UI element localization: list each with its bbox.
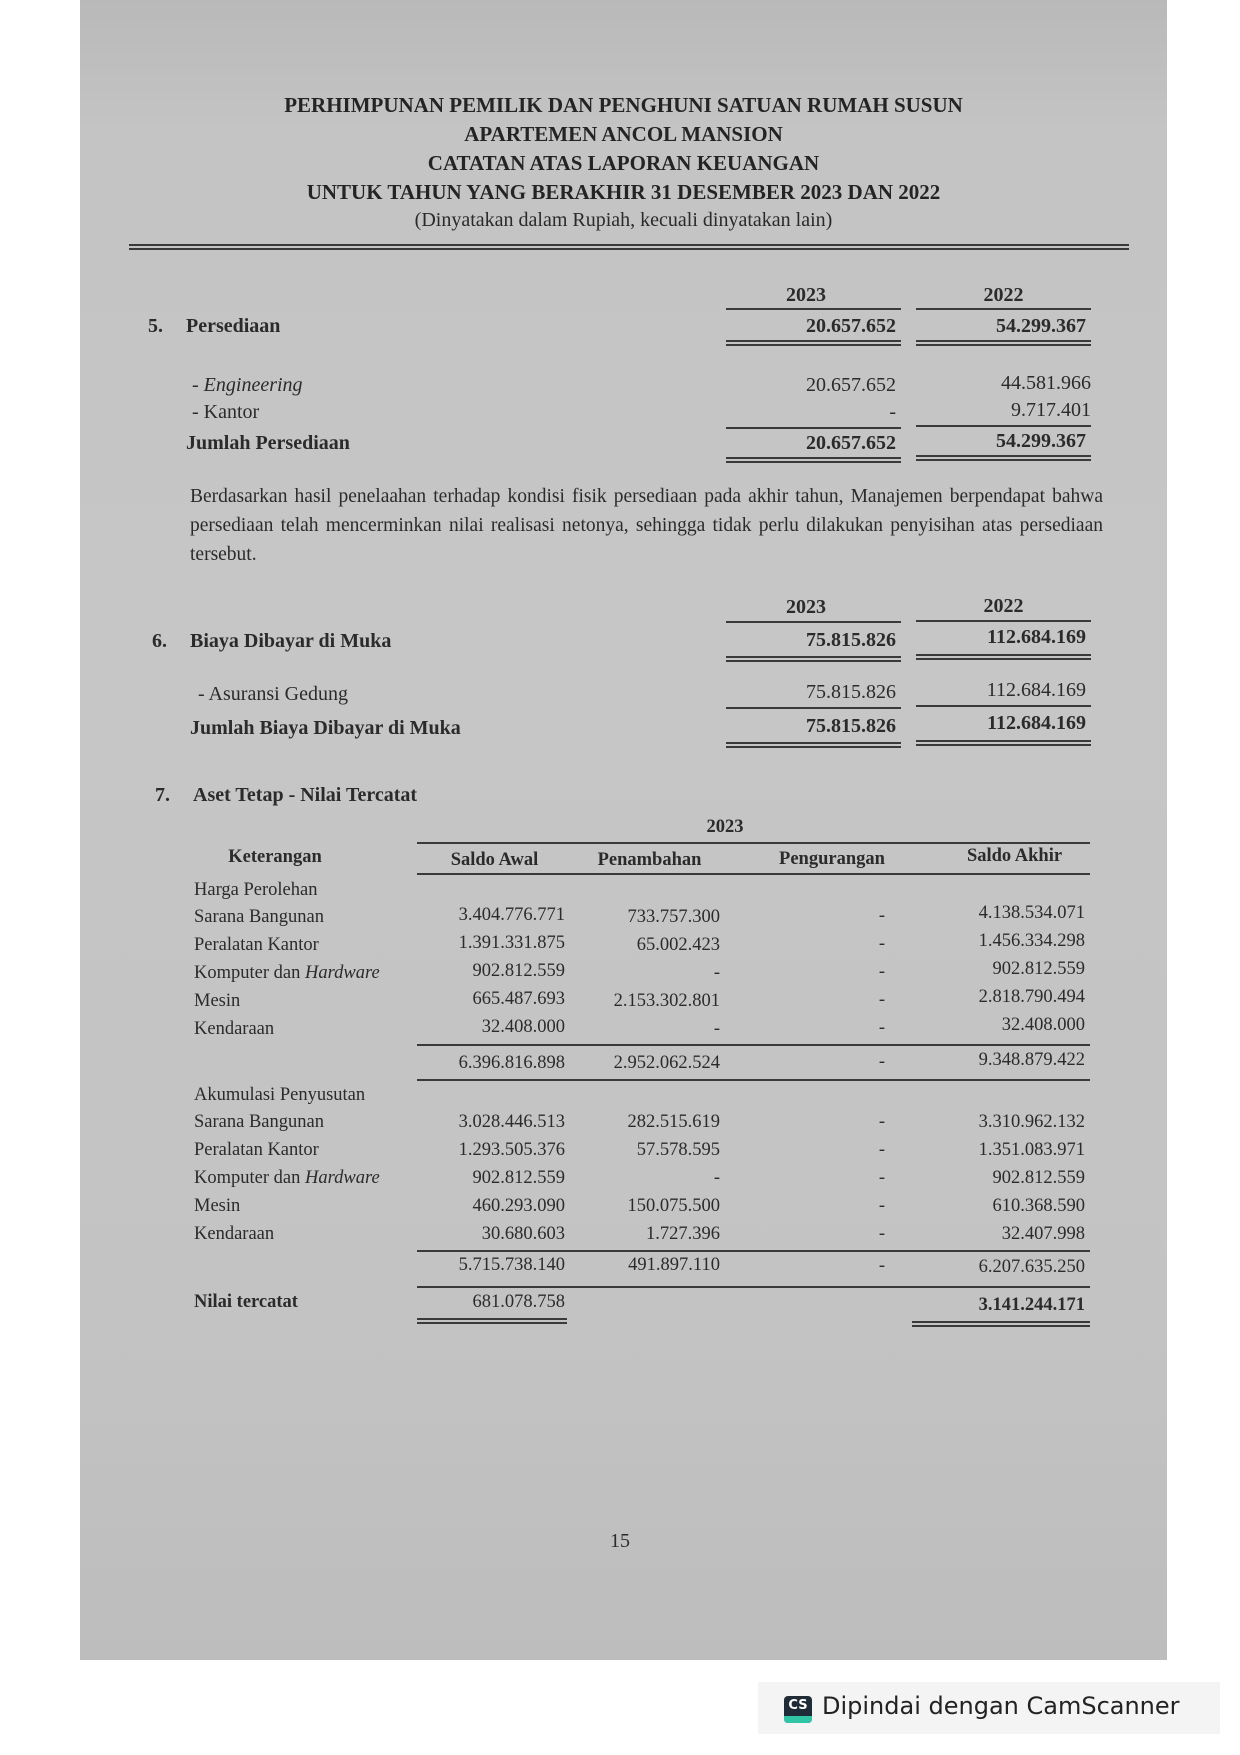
cell-penambahan: 733.757.300 <box>627 907 720 927</box>
rule <box>726 308 901 310</box>
note5-title: Persediaan <box>186 315 281 337</box>
note6-sum-label: Jumlah Biaya Dibayar di Muka <box>190 717 461 739</box>
note5-number: 5. <box>148 315 163 337</box>
cell-saldo-awal: 32.408.000 <box>481 1017 565 1037</box>
note5-paragraph: Berdasarkan hasil penelaahan terhadap kondisi fisik persediaan pada akhir tahun, Manajemen berpendapat bahwa persediaan telah mencerminkan nilai realisasi netonya, sehingga tidak perlu dilakukan penyisihan atas persediaan tersebut. <box>190 486 1103 565</box>
cell-pengurangan: - <box>878 1224 885 1244</box>
cell-pengurangan: - <box>878 1112 885 1132</box>
double-rule <box>916 455 1091 461</box>
note6-asuransi-2022: 112.684.169 <box>986 679 1086 701</box>
note6-total-2023: 75.815.826 <box>806 629 896 651</box>
row-label: Peralatan Kantor <box>194 935 319 955</box>
group-akumulasi-penyusutan: Akumulasi Penyusutan <box>194 1085 366 1105</box>
note5-total-2023: 20.657.652 <box>806 315 896 337</box>
cell-saldo-akhir: 32.408.000 <box>1001 1015 1085 1035</box>
cell-saldo-akhir: 610.368.590 <box>992 1196 1085 1216</box>
row-label: Komputer dan Hardware <box>194 963 380 983</box>
rule <box>916 620 1091 622</box>
cell-saldo-akhir: 3.310.962.132 <box>978 1112 1085 1132</box>
note5-engineering-2022: 44.581.966 <box>1001 372 1091 394</box>
cell-saldo-awal: 1.391.331.875 <box>458 933 565 953</box>
row-label: Sarana Bangunan <box>194 1112 324 1132</box>
cell-saldo-akhir: 4.138.534.071 <box>978 903 1085 923</box>
note6-sum-2022: 112.684.169 <box>987 712 1086 734</box>
cell-penambahan: 2.153.302.801 <box>613 991 720 1011</box>
double-rule <box>726 656 901 662</box>
org-name: PERHIMPUNAN PEMILIK DAN PENGHUNI SATUAN RUMAH SUSUN <box>284 93 963 117</box>
note5-item-engineering: - Engineering <box>192 374 303 396</box>
note6-year-2023: 2023 <box>786 596 826 618</box>
cell-penambahan: 150.075.500 <box>627 1196 720 1216</box>
cell-pengurangan: - <box>878 1196 885 1216</box>
double-rule <box>726 340 901 346</box>
double-rule <box>912 1321 1090 1327</box>
rule <box>417 842 1090 844</box>
row-label: Mesin <box>194 1196 241 1216</box>
note7-title: Aset Tetap - Nilai Tercatat <box>193 784 418 806</box>
camscanner-text: Dipindai dengan CamScanner <box>822 1692 1180 1720</box>
cell-penambahan: 65.002.423 <box>636 935 720 955</box>
col-penambahan: Penambahan <box>597 850 702 870</box>
double-rule <box>726 742 901 748</box>
cell-saldo-awal: 1.293.505.376 <box>458 1140 565 1160</box>
note6-title: Biaya Dibayar di Muka <box>190 630 392 652</box>
cell-penambahan: - <box>713 1168 720 1188</box>
subtotal-pengurangan: - <box>878 1052 885 1072</box>
cell-saldo-awal: 460.293.090 <box>472 1196 565 1216</box>
subtotal-saldo-awal: 6.396.816.898 <box>458 1053 565 1073</box>
col-saldo-awal: Saldo Awal <box>450 850 539 870</box>
note6-total-2022: 112.684.169 <box>987 626 1086 648</box>
cell-saldo-awal: 3.028.446.513 <box>458 1112 565 1132</box>
camscanner-badge <box>758 1682 1220 1734</box>
cell-saldo-akhir: 1.456.334.298 <box>978 931 1085 951</box>
cell-saldo-akhir: 902.812.559 <box>992 959 1085 979</box>
group-harga-perolehan: Harga Perolehan <box>194 880 318 900</box>
cell-penambahan: - <box>713 1019 720 1039</box>
subtotal-penambahan: 2.952.062.524 <box>613 1053 720 1073</box>
note5-sum-2022: 54.299.367 <box>996 430 1086 452</box>
report-subtitle: (Dinyatakan dalam Rupiah, kecuali dinyatakan lain) <box>414 209 833 231</box>
cell-pengurangan: - <box>878 962 885 982</box>
col-keterangan: Keterangan <box>228 847 322 867</box>
note5-year-2023: 2023 <box>786 284 826 306</box>
note5-sum-label: Jumlah Persediaan <box>186 432 350 454</box>
rule <box>726 707 901 709</box>
note7-number: 7. <box>155 784 170 806</box>
subtotal-pengurangan: - <box>878 1256 885 1276</box>
rule <box>916 308 1091 310</box>
page-number: 15 <box>610 1530 630 1552</box>
header-divider <box>129 244 1129 250</box>
row-label: Kendaraan <box>194 1224 275 1244</box>
rule <box>726 621 901 623</box>
subtotal-saldo-akhir: 9.348.879.422 <box>978 1050 1085 1070</box>
subtotal-saldo-awal: 5.715.738.140 <box>458 1255 565 1275</box>
cell-pengurangan: - <box>878 1168 885 1188</box>
entity-name: APARTEMEN ANCOL MANSION <box>464 122 783 146</box>
report-title: CATATAN ATAS LAPORAN KEUANGAN <box>427 151 820 175</box>
row-label: Mesin <box>194 991 241 1011</box>
cell-pengurangan: - <box>878 990 885 1010</box>
double-rule <box>916 654 1091 660</box>
rule <box>726 427 901 429</box>
note6-sum-2023: 75.815.826 <box>806 715 896 737</box>
rule <box>916 705 1091 707</box>
cell-saldo-akhir: 1.351.083.971 <box>978 1140 1085 1160</box>
note5-year-2022: 2022 <box>983 284 1024 306</box>
cell-saldo-awal: 30.680.603 <box>481 1224 565 1244</box>
cell-pengurangan: - <box>878 934 885 954</box>
net-saldo-akhir: 3.141.244.171 <box>978 1295 1085 1315</box>
rule <box>916 425 1091 427</box>
cell-pengurangan: - <box>878 906 885 926</box>
cell-pengurangan: - <box>878 1018 885 1038</box>
net-label: Nilai tercatat <box>194 1292 298 1312</box>
double-rule <box>726 457 901 463</box>
rule <box>417 1250 1090 1252</box>
rule <box>417 873 1090 875</box>
double-rule <box>916 740 1091 746</box>
rule <box>417 1286 1090 1288</box>
net-saldo-awal: 681.078.758 <box>472 1292 565 1312</box>
note6-asuransi-2023: 75.815.826 <box>806 681 896 703</box>
subtotal-saldo-akhir: 6.207.635.250 <box>978 1257 1085 1277</box>
cell-saldo-awal: 3.404.776.771 <box>458 905 565 925</box>
note6-item-asuransi: - Asuransi Gedung <box>198 683 348 705</box>
double-rule <box>417 1318 567 1324</box>
row-label: Komputer dan Hardware <box>194 1168 380 1188</box>
cell-penambahan: - <box>713 963 720 983</box>
subtotal-penambahan: 491.897.110 <box>628 1255 720 1275</box>
note5-kantor-2023: - <box>889 401 896 423</box>
rule <box>417 1044 1090 1046</box>
cell-saldo-awal: 902.812.559 <box>472 1168 565 1188</box>
cell-saldo-awal: 902.812.559 <box>472 961 565 981</box>
note6-number: 6. <box>152 630 167 652</box>
cell-saldo-akhir: 902.812.559 <box>992 1168 1085 1188</box>
note7-year: 2023 <box>706 817 744 837</box>
cell-saldo-akhir: 2.818.790.494 <box>978 987 1085 1007</box>
rule <box>417 1079 1090 1081</box>
col-pengurangan: Pengurangan <box>779 849 885 869</box>
double-rule <box>916 340 1091 346</box>
note5-item-kantor: - Kantor <box>192 401 260 423</box>
camscanner-logo-icon: CS <box>784 1696 812 1723</box>
cell-penambahan: 282.515.619 <box>627 1112 720 1132</box>
scanned-page <box>80 0 1167 1660</box>
col-saldo-akhir: Saldo Akhir <box>966 846 1063 866</box>
report-period: UNTUK TAHUN YANG BERAKHIR 31 DESEMBER 2023 DAN 2022 <box>306 180 941 204</box>
note5-sum-2023: 20.657.652 <box>806 432 896 454</box>
note6-year-2022: 2022 <box>983 595 1024 617</box>
cell-penambahan: 1.727.396 <box>646 1224 720 1244</box>
note5-engineering-2023: 20.657.652 <box>806 374 896 396</box>
cell-saldo-akhir: 32.407.998 <box>1001 1224 1085 1244</box>
note5-kantor-2022: 9.717.401 <box>1011 399 1091 421</box>
row-label: Kendaraan <box>194 1019 275 1039</box>
row-label: Sarana Bangunan <box>194 907 324 927</box>
note5-total-2022: 54.299.367 <box>996 315 1086 337</box>
cell-pengurangan: - <box>878 1140 885 1160</box>
row-label: Peralatan Kantor <box>194 1140 319 1160</box>
cell-penambahan: 57.578.595 <box>636 1140 720 1160</box>
cell-saldo-awal: 665.487.693 <box>472 989 565 1009</box>
